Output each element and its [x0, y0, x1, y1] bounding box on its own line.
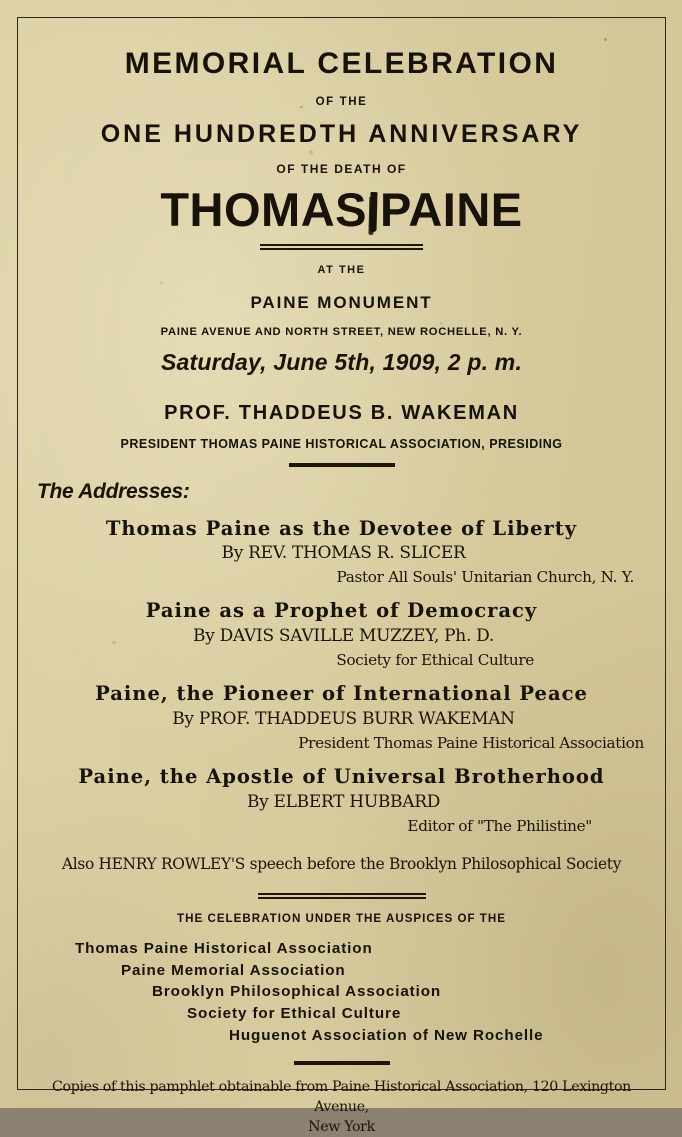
auspices-lead: THE CELEBRATION UNDER THE AUSPICES OF THE — [177, 912, 506, 926]
address-title: Thomas Paine as the Devotee of Liberty — [105, 516, 578, 540]
auspices-organization-list — [31, 938, 652, 1046]
list-item: Brooklyn Philosophical Association — [152, 983, 442, 1001]
death-connector-line: OF THE DEATH OF — [276, 161, 407, 176]
list-item: Paine Memorial Association — [121, 961, 346, 979]
address-title: Paine as a Prophet of Democracy — [145, 599, 538, 623]
event-datetime: Saturday, June 5th, 1909, 2 p. m. — [160, 349, 523, 376]
footer-note — [31, 1077, 652, 1137]
honoree-first-name: THOMAS — [160, 182, 367, 236]
address-entry — [31, 518, 652, 587]
footer-line-1: Copies of this pamphlet obtainable from Paine Historical Association, 120 Lexington Avenue, — [52, 1078, 631, 1115]
footer-line-2: New York — [308, 1118, 375, 1135]
anniversary-line: ONE HUNDREDTH ANNIVERSARY — [100, 119, 583, 148]
list-item: Society for Ethical Culture — [187, 1004, 402, 1022]
venue-lead: AT THE — [317, 264, 366, 277]
address-speaker: By PROF. THADDEUS BURR WAKEMAN — [172, 709, 515, 730]
address-speaker: By DAVIS SAVILLE MUZZEY, Ph. D. — [193, 626, 494, 647]
divider-rule-under-title — [260, 244, 423, 250]
page-content — [17, 17, 666, 1135]
list-item: Huguenot Association of New Rochelle — [229, 1026, 544, 1044]
page-title: MEMORIAL CELEBRATION — [124, 47, 559, 80]
address-title: Paine, the Apostle of Universal Brotherhood — [78, 765, 605, 789]
address-entry — [31, 683, 652, 752]
address-entry — [31, 600, 652, 669]
presider-name: PROF. THADDEUS B. WAKEMAN — [164, 402, 519, 425]
honoree-name — [160, 182, 523, 236]
venue-name: PAINE MONUMENT — [250, 293, 433, 313]
divider-rule-above-auspices — [258, 893, 426, 899]
divider-rule-above-footer — [294, 1061, 390, 1064]
address-speaker: By ELBERT HUBBARD — [246, 791, 441, 812]
list-item: Thomas Paine Historical Association — [75, 940, 373, 958]
address-affiliation: Editor of "The Philistine" — [407, 816, 592, 835]
venue-address: PAINE AVENUE AND NORTH STREET, NEW ROCHELLE, N. Y. — [160, 326, 523, 339]
additional-speech-note: Also HENRY ROWLEY'S speech before the Brooklyn Philosophical Society — [61, 854, 622, 873]
addresses-heading: The Addresses: — [37, 479, 190, 503]
address-affiliation: President Thomas Paine Historical Association — [298, 734, 644, 753]
address-speaker: By REV. THOMAS R. SLICER — [221, 543, 466, 564]
address-affiliation: Pastor All Souls' Unitarian Church, N. Y. — [336, 568, 634, 587]
address-title: Paine, the Pioneer of International Peace — [95, 682, 588, 706]
title-connector-of-the: OF THE — [315, 95, 368, 108]
honoree-last-name: PAINE — [380, 182, 523, 236]
presider-role: PRESIDENT THOMAS PAINE HISTORICAL ASSOCIATION, PRESIDING — [120, 437, 563, 452]
address-affiliation: Society for Ethical Culture — [336, 651, 534, 670]
divider-rule-above-addresses — [289, 463, 395, 466]
address-entry — [31, 766, 652, 835]
